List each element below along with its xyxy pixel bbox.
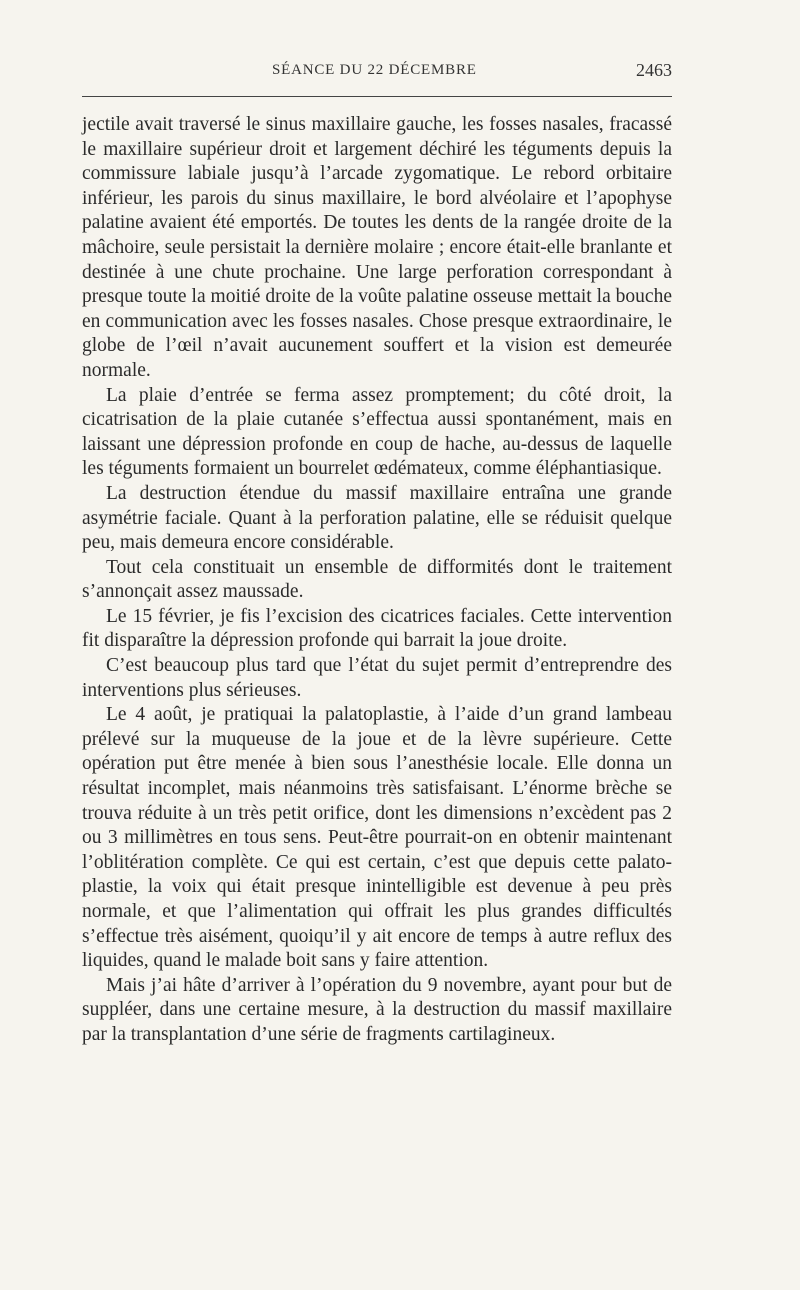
header-rule [82, 96, 672, 97]
paragraph: Tout cela constituait un ensemble de difformités dont le traitement s’annonçait assez maussade. [82, 556, 672, 603]
paragraph: La destruction étendue du massif maxillaire entraîna une grande asymétrie faciale. Quant à la perforation palatine, elle se réduisit quelque peu, mais demeura encore considérable. [82, 482, 672, 554]
page-number: 2463 [636, 60, 672, 80]
paragraph: Le 15 février, je fis l’excision des cicatrices faciales. Cette intervention fit disparaître la dépression profonde qui barrait la joue droite. [82, 605, 672, 652]
paragraph: jectile avait traversé le sinus maxillaire gauche, les fosses nasales, fracassé le maxillaire supérieur droit et largement déchiré les téguments depuis la commissure labiale jusqu’à l’arcade zygomatique. Le rebord orbitaire inférieur, les parois du sinus maxillaire, le bord alvéolaire et l’apophyse palatine avaient été emportés. De toutes les dents de la rangée droite de la mâchoire, seule persistait la dernière molaire ; encore était-elle branlante et destinée à une chute prochaine. Une large perforation correspondant à presque toute la moitié droite de la voûte palatine osseuse mettait la bouche en communication avec les fosses nasales. Chose presque extraordinaire, le globe de l’œil n’avait aucunement souffert et la vision est demeurée normale. [82, 114, 672, 381]
paragraph: Le 4 août, je pratiquai la palatoplastie, à l’aide d’un grand lambeau prélevé sur la muqueuse de la joue et de la lèvre supérieure. Cette opération put être menée à bien sous l’anesthésie locale. Elle donna un résultat incomplet, mais néanmoins très satisfaisant. L’énorme brèche se trouva réduite à un très petit orifice, dont les dimensions n’excèdent pas 2 ou 3 millimètres en tous sens. Peut-être pourrait-on en obtenir maintenant l’oblitération complète. Ce qui est certain, c’est que depuis cette palatoplastie, la voix qui était presque inintelligible est devenue à peu près normale, et que l’alimentation qui offrait les plus grandes difficultés s’effectue très aisément, quoiqu’il y ait encore de temps à autre reflux des liquides, quand le malade boit sans y faire attention. [82, 704, 672, 972]
paragraph: Mais j’ai hâte d’arriver à l’opération du 9 novembre, ayant pour but de suppléer, dans une certaine mesure, à la destruction du massif maxillaire par la transplantation d’une série de fragments cartilagineux. [82, 974, 672, 1045]
running-title: SÉANCE DU 22 DÉCEMBRE [272, 62, 477, 78]
body-text [82, 113, 672, 1048]
running-header [82, 60, 672, 86]
paragraph: C’est beaucoup plus tard que l’état du sujet permit d’entreprendre des interventions plus sérieuses. [82, 655, 672, 701]
paragraph: La plaie d’entrée se ferma assez promptement; du côté droit, la cicatrisation de la plaie cutanée s’effectua aussi spontanément, mais en laissant une dépression profonde en coup de hache, au-dessus de laquelle les téguments formaient un bourrelet œdémateux, comme éléphantiasique. [82, 384, 672, 480]
